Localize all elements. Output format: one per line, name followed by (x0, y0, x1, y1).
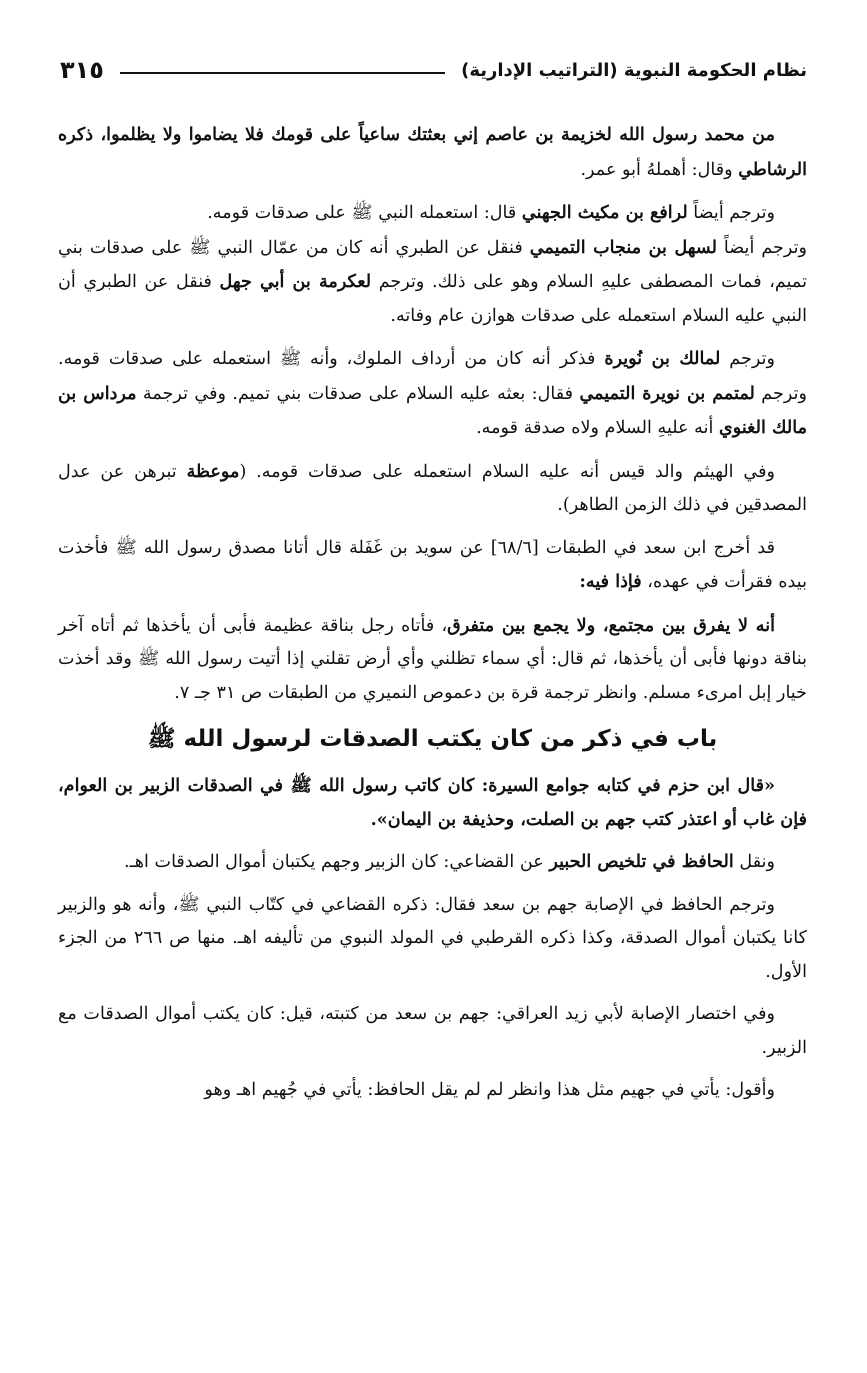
paragraph-6 (58, 609, 807, 711)
paragraph-text: قال: استعمله النبي ﷺ على صدقات قومه. (207, 203, 522, 223)
paragraph-text: وفي الهيثم والد قيس أنه عليه السلام استعمله على صدقات قومه. ( (239, 461, 775, 482)
paragraph-3 (58, 342, 807, 446)
paragraph-text: وترجم أيضاً (687, 203, 775, 223)
section-heading: باب في ذكر من كان يكتب الصدقات لرسول الله ﷺ (147, 726, 718, 752)
bold-word: موعظة (186, 460, 240, 482)
letter-text: من محمد رسول الله لخزيمة بن عاصم إني بعثتك ساعياً على قومك فلا يضاموا ولا يظلموا، ذكره الرشاطي (58, 124, 807, 180)
bold-quote: أنه لا يفرق بين مجتمع، ولا يجمع بين متفرق (447, 614, 776, 636)
paragraph-2 (58, 196, 807, 333)
paragraph-text: فذكر أنه كان من أرداف الملوك، وأنه ﷺ استعمله على صدقات قومه. وترجم (58, 349, 807, 404)
paragraph-text: فقال: بعثه عليه السلام على صدقات بني تميم. وفي ترجمة (136, 383, 580, 404)
page-body (58, 118, 807, 1117)
bold-name: لمالك بن نُويرة (604, 348, 721, 369)
bold-name: لسهل بن منجاب التميمي (529, 236, 717, 258)
paragraph-text: ، فأتاه رجل بناقة عظيمة فأبى أن يأخذها ثم أتاه آخر بناقة دونها فأبى أن يأخذها، ثم قال: أي سماء تظلني وأي أرض تقلني إذا أتيت رسول الله ﷺ وقد أخذت خيار إبل امرىء مسلم. وانظر ترجمة قرة بن دعموص النميري من الطبقات ص ٣١ جـ ٧. (58, 615, 807, 703)
paragraph-text: تبرهن عن عدل المصدقين في ذلك الزمن الطاهر). (58, 461, 807, 515)
paragraph-text: وترجم (720, 349, 775, 369)
bold-name: لمتمم بن نويرة التميمي (579, 382, 755, 404)
paragraph-11: وأقول: يأتي في جهيم مثل هذا وانظر لم لم يقل الحافظ: يأتي في جُهيم اهـ وهو (204, 1080, 775, 1100)
paragraph-9: وترجم الحافظ في الإصابة جهم بن سعد فقال: ذكره القضاعي في كتّاب النبي ﷺ، وأنه هو والزبير كانا يكتبان أموال الصدقة، وكذا ذكره القرطبي في المولد النبوي من تأليفه اهـ. منها ص ٢٦٦ من الجزء الأول. (58, 894, 808, 982)
paragraph-text: ونقل (733, 852, 775, 872)
running-header (60, 50, 807, 90)
paragraph-4 (58, 455, 807, 523)
paragraph-text: عن القضاعي: كان الزبير وجهم يكتبان أموال الصدقات اهـ. (124, 852, 550, 872)
paragraph-text: قد أخرج ابن سعد في الطبقات [٦٨/٦] عن سويد بن غَفَلة قال أتانا مصدق رسول الله ﷺ فأخذت بيده فقرأت في عهده، (58, 537, 807, 592)
bold-source: الحافظ في تلخيص الحبير (549, 851, 734, 872)
paragraph-5 (58, 532, 807, 600)
paragraph-1 (58, 118, 807, 187)
bold-phrase: فإذا فيه: (579, 571, 642, 592)
paragraph-text: فنقل عن الطبري أنه كان من عمّال النبي ﷺ على صدقات بني تميم، فمات المصطفى عليهِ السلام وهو على ذلك. وترجم (58, 237, 807, 292)
paragraph-text: فنقل عن الطبري أن النبي عليه السلام استعمله على صدقات هوازن عام وفاته. (58, 272, 807, 326)
paragraph-8 (58, 845, 807, 880)
bold-name: لعكرمة بن أبي جهل (219, 271, 372, 292)
paragraph-text: أنه عليهِ السلام ولاه صدقة قومه. (476, 418, 719, 438)
paragraph-10: وفي اختصار الإصابة لأبي زيد العراقي: جهم بن سعد من كتبته، قيل: كان يكتب أموال الصدقات مع الزبير. (58, 1004, 807, 1058)
running-title: نظام الحكومة النبوية (التراتيب الإدارية) (461, 59, 807, 81)
paragraph-text: وترجم أيضاً (716, 237, 808, 258)
paragraph-text: وقال: أهملهُ أبو عمر. (580, 159, 739, 180)
paragraph-7: «قال ابن حزم في كتابه جوامع السيرة: كان كاتب رسول الله ﷺ في الصدقات الزبير بن العوام، فإن غاب أو اعتذر كتب جهم بن الصلت، وحذيفة بن اليمان». (58, 775, 807, 830)
page-number: ٣١٥ (60, 56, 104, 84)
bold-name: مرداس بن مالك الغنوي (58, 382, 807, 438)
header-rule (120, 72, 445, 74)
bold-name: لرافع بن مكيث الجهني (521, 202, 688, 223)
